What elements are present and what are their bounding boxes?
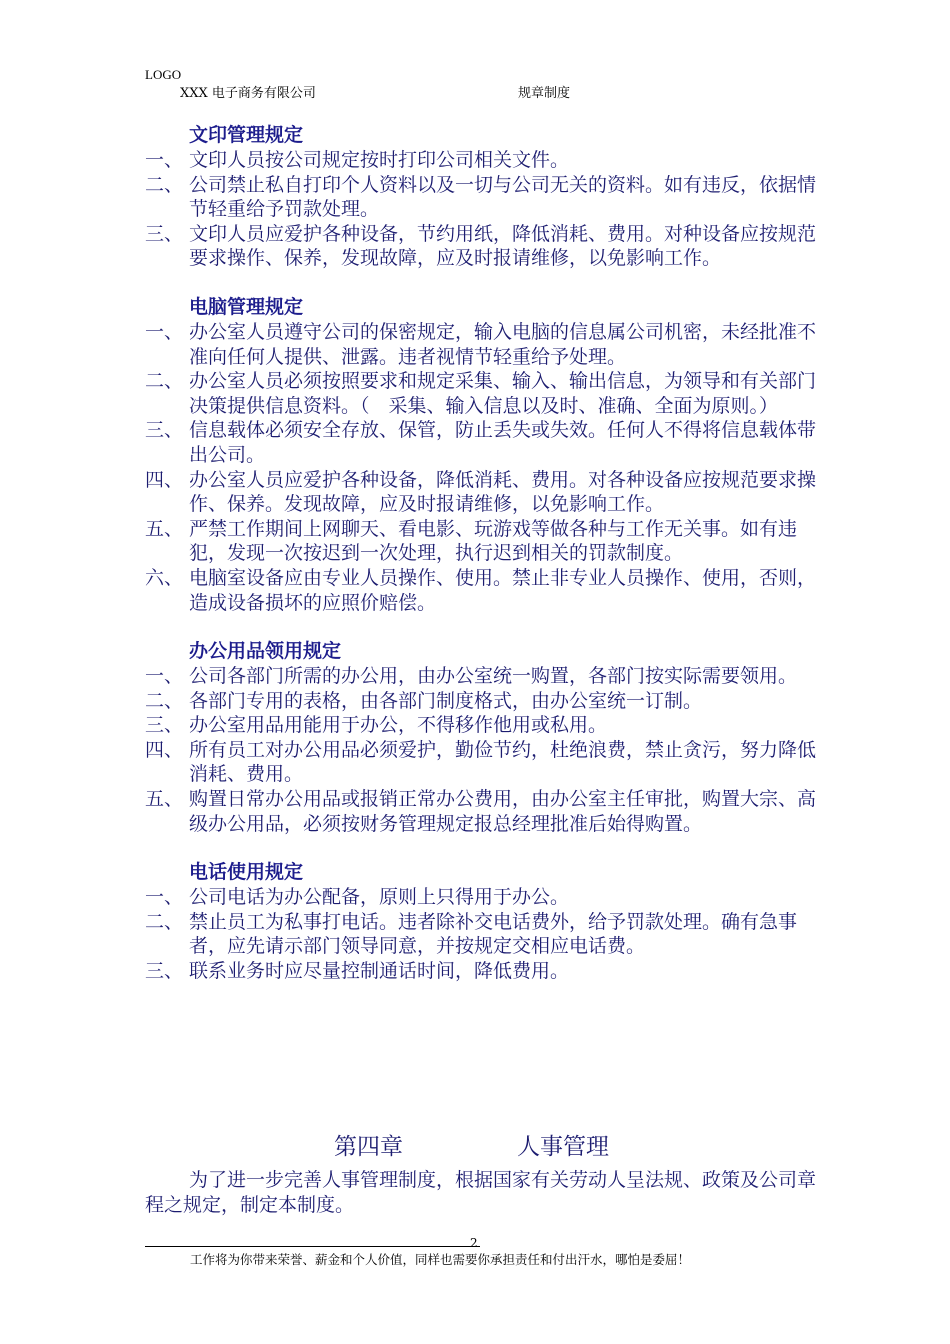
item-text: 联系业务时应尽量控制通话时间，降低费用。 [189, 960, 570, 983]
list-item [145, 885, 817, 910]
list-item [145, 738, 817, 787]
section-title: 电脑管理规定 [189, 295, 304, 318]
item-number: 一、 [145, 886, 184, 909]
section-title: 电话使用规定 [189, 861, 304, 884]
item-number: 二、 [145, 173, 184, 196]
item-text: 严禁工作期间上网聊天、看电影、玩游戏等做各种与工作无关事。如有违犯，发现一次按迟到一次处理，执行迟到相关的罚款制度。 [189, 517, 798, 565]
item-text: 各部门专用的表格，由各部门制度格式，由办公室统一订制。 [189, 689, 703, 712]
item-text: 办公室人员遵守公司的保密规定，输入电脑的信息属公司机密，未经批准不准向任何人提供、泄露。违者视情节轻重给予处理。 [189, 320, 817, 368]
item-number: 三、 [145, 222, 184, 245]
intro-paragraph: 为了进一步完善人事管理制度，根据国家有关劳动人呈法规、政策及公司章程之规定，制定本制度。 [145, 1169, 817, 1216]
item-number: 一、 [145, 665, 184, 688]
list-item [145, 664, 817, 689]
item-text: 办公室人员必须按照要求和规定采集、输入、输出信息，为领导和有关部门决策提供信息资料。（ 采集、输入信息以及时、准确、全面为原则。） [189, 370, 817, 417]
list-item [145, 148, 817, 173]
section-printing-rules [145, 122, 817, 271]
list-item [145, 689, 817, 714]
item-number: 五、 [145, 517, 184, 540]
item-text: 信息载体必须安全存放、保管，防止丢失或失效。任何人不得将信息载体带出公司。 [189, 419, 817, 466]
list-item [145, 173, 817, 222]
item-number: 二、 [145, 689, 184, 712]
item-text: 电脑室设备应由专业人员操作、使用。禁止非专业人员操作、使用，否则，造成设备损坏的应照价赔偿。 [189, 566, 817, 614]
list-item [145, 517, 817, 566]
list-item [145, 468, 817, 517]
list-item [145, 959, 817, 984]
item-text: 文印人员按公司规定按时打印公司相关文件。 [189, 149, 570, 171]
list-item [145, 320, 817, 369]
list-item [145, 369, 817, 418]
item-text: 所有员工对办公用品必须爱护，勤俭节约，杜绝浪费，禁止贪污，努力降低消耗、费用。 [189, 738, 817, 786]
list-item [145, 566, 817, 615]
item-number: 五、 [145, 788, 184, 811]
item-text: 办公室用品用能用于办公，不得移作他用或私用。 [189, 714, 608, 737]
item-text: 禁止员工为私事打电话。违者除补交电话费外，给予罚款处理。确有急事者，应先请示部门领导同意，并按规定交相应电话费。 [189, 910, 798, 958]
item-text: 公司电话为办公配备，原则上只得用于办公。 [189, 886, 570, 909]
item-text: 办公室人员应爱护各种设备，降低消耗、费用。对各种设备应按规范要求操作、保养。发现故障，应及时报请维修，以免影响工作。 [189, 468, 817, 516]
item-number: 三、 [145, 419, 184, 442]
list-item [145, 713, 817, 738]
item-text: 文印人员应爱护各种设备，节约用纸，降低消耗、费用。对种设备应按规范要求操作、保养，发现故障，应及时报请维修，以免影响工作。 [189, 222, 817, 270]
item-text: 公司各部门所需的办公用，由办公室统一购置，各部门按实际需要领用。 [189, 665, 798, 688]
item-number: 三、 [145, 960, 184, 983]
item-number: 四、 [145, 738, 184, 761]
item-number: 一、 [145, 320, 184, 343]
list-item [145, 418, 817, 467]
chapter-number: 第四章 [334, 1134, 403, 1160]
item-number: 四、 [145, 468, 184, 491]
logo-text: LOGO [145, 67, 182, 82]
section-title: 办公用品领用规定 [189, 640, 342, 663]
footer-motto: 工作将为你带来荣誉、薪金和个人价值，同样也需要你承担责任和付出汗水，哪怕是委屈！ [190, 1252, 691, 1267]
document-body [145, 122, 817, 1007]
item-number: 一、 [145, 149, 184, 171]
section-title: 文印管理规定 [189, 124, 304, 146]
item-text: 公司禁止私自打印个人资料以及一切与公司无关的资料。如有违反，依据情节轻重给予罚款处理。 [189, 173, 817, 221]
list-item [145, 222, 817, 271]
item-number: 二、 [145, 370, 184, 393]
item-number: 二、 [145, 910, 184, 933]
item-number: 六、 [145, 566, 184, 589]
footer-divider [145, 1246, 480, 1247]
section-computer-rules [145, 294, 817, 615]
item-text: 购置日常办公用品或报销正常办公费用，由办公室主任审批，购置大宗、高级办公用品，必须按财务管理规定报总经理批准后始得购置。 [189, 788, 817, 835]
chapter-title: 人事管理 [517, 1134, 609, 1160]
list-item [145, 910, 817, 959]
list-item [145, 787, 817, 836]
item-number: 三、 [145, 714, 184, 737]
header-document-title: 规章制度 [518, 86, 571, 101]
section-office-supplies-rules [145, 638, 817, 836]
page-number: 2 [470, 1236, 478, 1250]
section-telephone-rules [145, 859, 817, 983]
header-company-name: XXX 电子商务有限公司 [180, 86, 316, 101]
